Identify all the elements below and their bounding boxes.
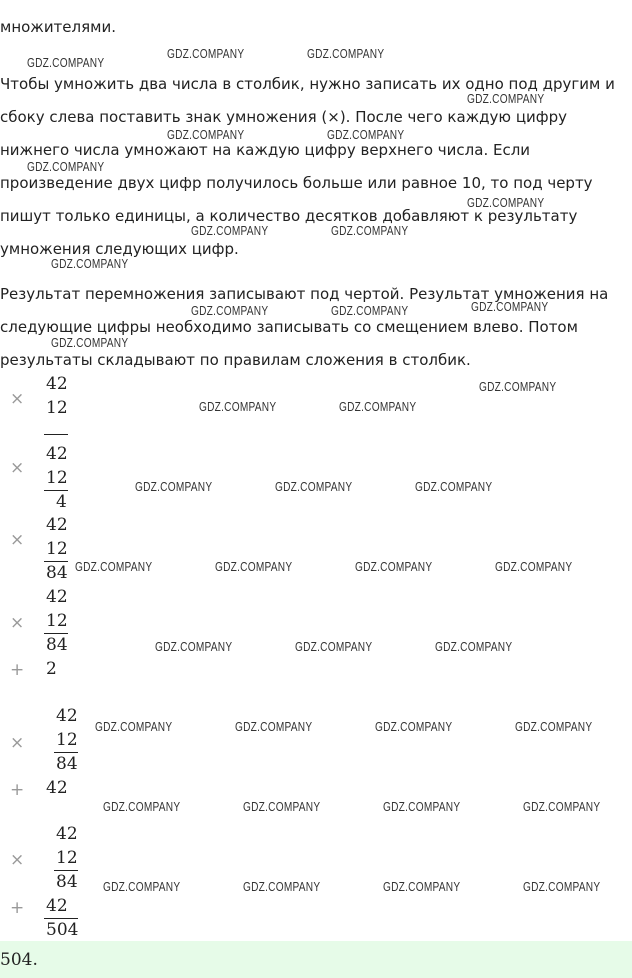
multiplicand: 42 bbox=[46, 444, 68, 464]
underline bbox=[44, 490, 68, 491]
watermark: GDZ.COMPANY bbox=[103, 879, 181, 894]
times-sign: × bbox=[10, 530, 25, 550]
watermark: GDZ.COMPANY bbox=[467, 195, 545, 210]
multiplicand: 42 bbox=[46, 587, 68, 607]
watermark: GDZ.COMPANY bbox=[355, 559, 433, 574]
watermark: GDZ.COMPANY bbox=[167, 46, 245, 61]
watermark: GDZ.COMPANY bbox=[331, 223, 409, 238]
watermark: GDZ.COMPANY bbox=[339, 399, 417, 414]
watermark: GDZ.COMPANY bbox=[331, 303, 409, 318]
watermark: GDZ.COMPANY bbox=[199, 399, 277, 414]
watermark: GDZ.COMPANY bbox=[523, 799, 601, 814]
watermark: GDZ.COMPANY bbox=[383, 879, 461, 894]
watermark: GDZ.COMPANY bbox=[235, 719, 313, 734]
watermark: GDZ.COMPANY bbox=[167, 127, 245, 142]
underline bbox=[44, 633, 68, 634]
plus-sign: + bbox=[10, 780, 25, 800]
watermark: GDZ.COMPANY bbox=[243, 799, 321, 814]
partial-product: 84 bbox=[56, 754, 78, 774]
watermark: GDZ.COMPANY bbox=[523, 879, 601, 894]
plus-sign: + bbox=[10, 898, 25, 918]
watermark: GDZ.COMPANY bbox=[383, 799, 461, 814]
watermark: GDZ.COMPANY bbox=[515, 719, 593, 734]
multiplicand: 42 bbox=[46, 374, 68, 394]
times-sign: × bbox=[10, 458, 25, 478]
multiplier: 12 bbox=[46, 611, 68, 631]
underline bbox=[54, 752, 78, 753]
partial-product: 84 bbox=[56, 872, 78, 892]
times-sign: × bbox=[10, 389, 25, 409]
total-product: 504 bbox=[46, 920, 79, 940]
watermark: GDZ.COMPANY bbox=[135, 479, 213, 494]
watermark: GDZ.COMPANY bbox=[27, 159, 105, 174]
watermark: GDZ.COMPANY bbox=[191, 223, 269, 238]
underline bbox=[54, 870, 78, 871]
times-sign: × bbox=[10, 733, 25, 753]
watermark: GDZ.COMPANY bbox=[75, 559, 153, 574]
watermark: GDZ.COMPANY bbox=[27, 55, 105, 70]
watermark: GDZ.COMPANY bbox=[295, 639, 373, 654]
watermark: GDZ.COMPANY bbox=[415, 479, 493, 494]
multiplier: 12 bbox=[46, 468, 68, 488]
watermark: GDZ.COMPANY bbox=[375, 719, 453, 734]
second-partial: 42 bbox=[46, 778, 68, 798]
times-sign: × bbox=[10, 613, 25, 633]
watermark: GDZ.COMPANY bbox=[243, 879, 321, 894]
watermark: GDZ.COMPANY bbox=[467, 91, 545, 106]
underline bbox=[44, 561, 68, 562]
times-sign: × bbox=[10, 850, 25, 870]
multiplier: 12 bbox=[56, 848, 78, 868]
underline bbox=[44, 918, 78, 919]
paragraph-result: Результат перемножения записывают под чертой. Результат умножения на следующие цифры необходимо записывать со смещением влево. Потом результаты складывают по правилам сложения в столбик. bbox=[0, 285, 609, 369]
watermark: GDZ.COMPANY bbox=[155, 639, 233, 654]
answer-box bbox=[0, 941, 632, 978]
watermark: GDZ.COMPANY bbox=[275, 479, 353, 494]
multiplicand: 42 bbox=[56, 706, 78, 726]
answer-value: 504. bbox=[0, 950, 38, 970]
watermark: GDZ.COMPANY bbox=[307, 46, 385, 61]
plus-sign: + bbox=[10, 660, 25, 680]
partial-product: 4 bbox=[56, 492, 67, 512]
watermark: GDZ.COMPANY bbox=[95, 719, 173, 734]
watermark: GDZ.COMPANY bbox=[495, 559, 573, 574]
multiplier: 12 bbox=[46, 398, 68, 418]
second-partial: 2 bbox=[46, 659, 57, 679]
watermark: GDZ.COMPANY bbox=[215, 559, 293, 574]
multiplicand: 42 bbox=[46, 515, 68, 535]
multiplicand: 42 bbox=[56, 824, 78, 844]
watermark: GDZ.COMPANY bbox=[327, 127, 405, 142]
watermark: GDZ.COMPANY bbox=[51, 335, 129, 350]
paragraph-intro-end: множителями. bbox=[0, 18, 116, 36]
watermark: GDZ.COMPANY bbox=[51, 256, 129, 271]
paragraph-rules: Чтобы умножить два числа в столбик, нужно записать их одно под другим и сбоку слева поставить знак умножения (×). После чего каждую цифру нижнего числа умножают на каждую цифру верхнего числа. Если произведение двух цифр получилось больше или равное 10, то под черту пишут только единицы, а количество десятков добавляют к результату умножения следующих цифр. bbox=[0, 75, 615, 258]
partial-product: 84 bbox=[46, 563, 68, 583]
watermark: GDZ.COMPANY bbox=[479, 379, 557, 394]
watermark: GDZ.COMPANY bbox=[103, 799, 181, 814]
watermark: GDZ.COMPANY bbox=[435, 639, 513, 654]
watermark: GDZ.COMPANY bbox=[191, 303, 269, 318]
watermark: GDZ.COMPANY bbox=[471, 299, 549, 314]
second-partial: 42 bbox=[46, 896, 68, 916]
underline bbox=[44, 434, 68, 435]
multiplier: 12 bbox=[56, 730, 78, 750]
multiplier: 12 bbox=[46, 539, 68, 559]
partial-product: 84 bbox=[46, 635, 68, 655]
